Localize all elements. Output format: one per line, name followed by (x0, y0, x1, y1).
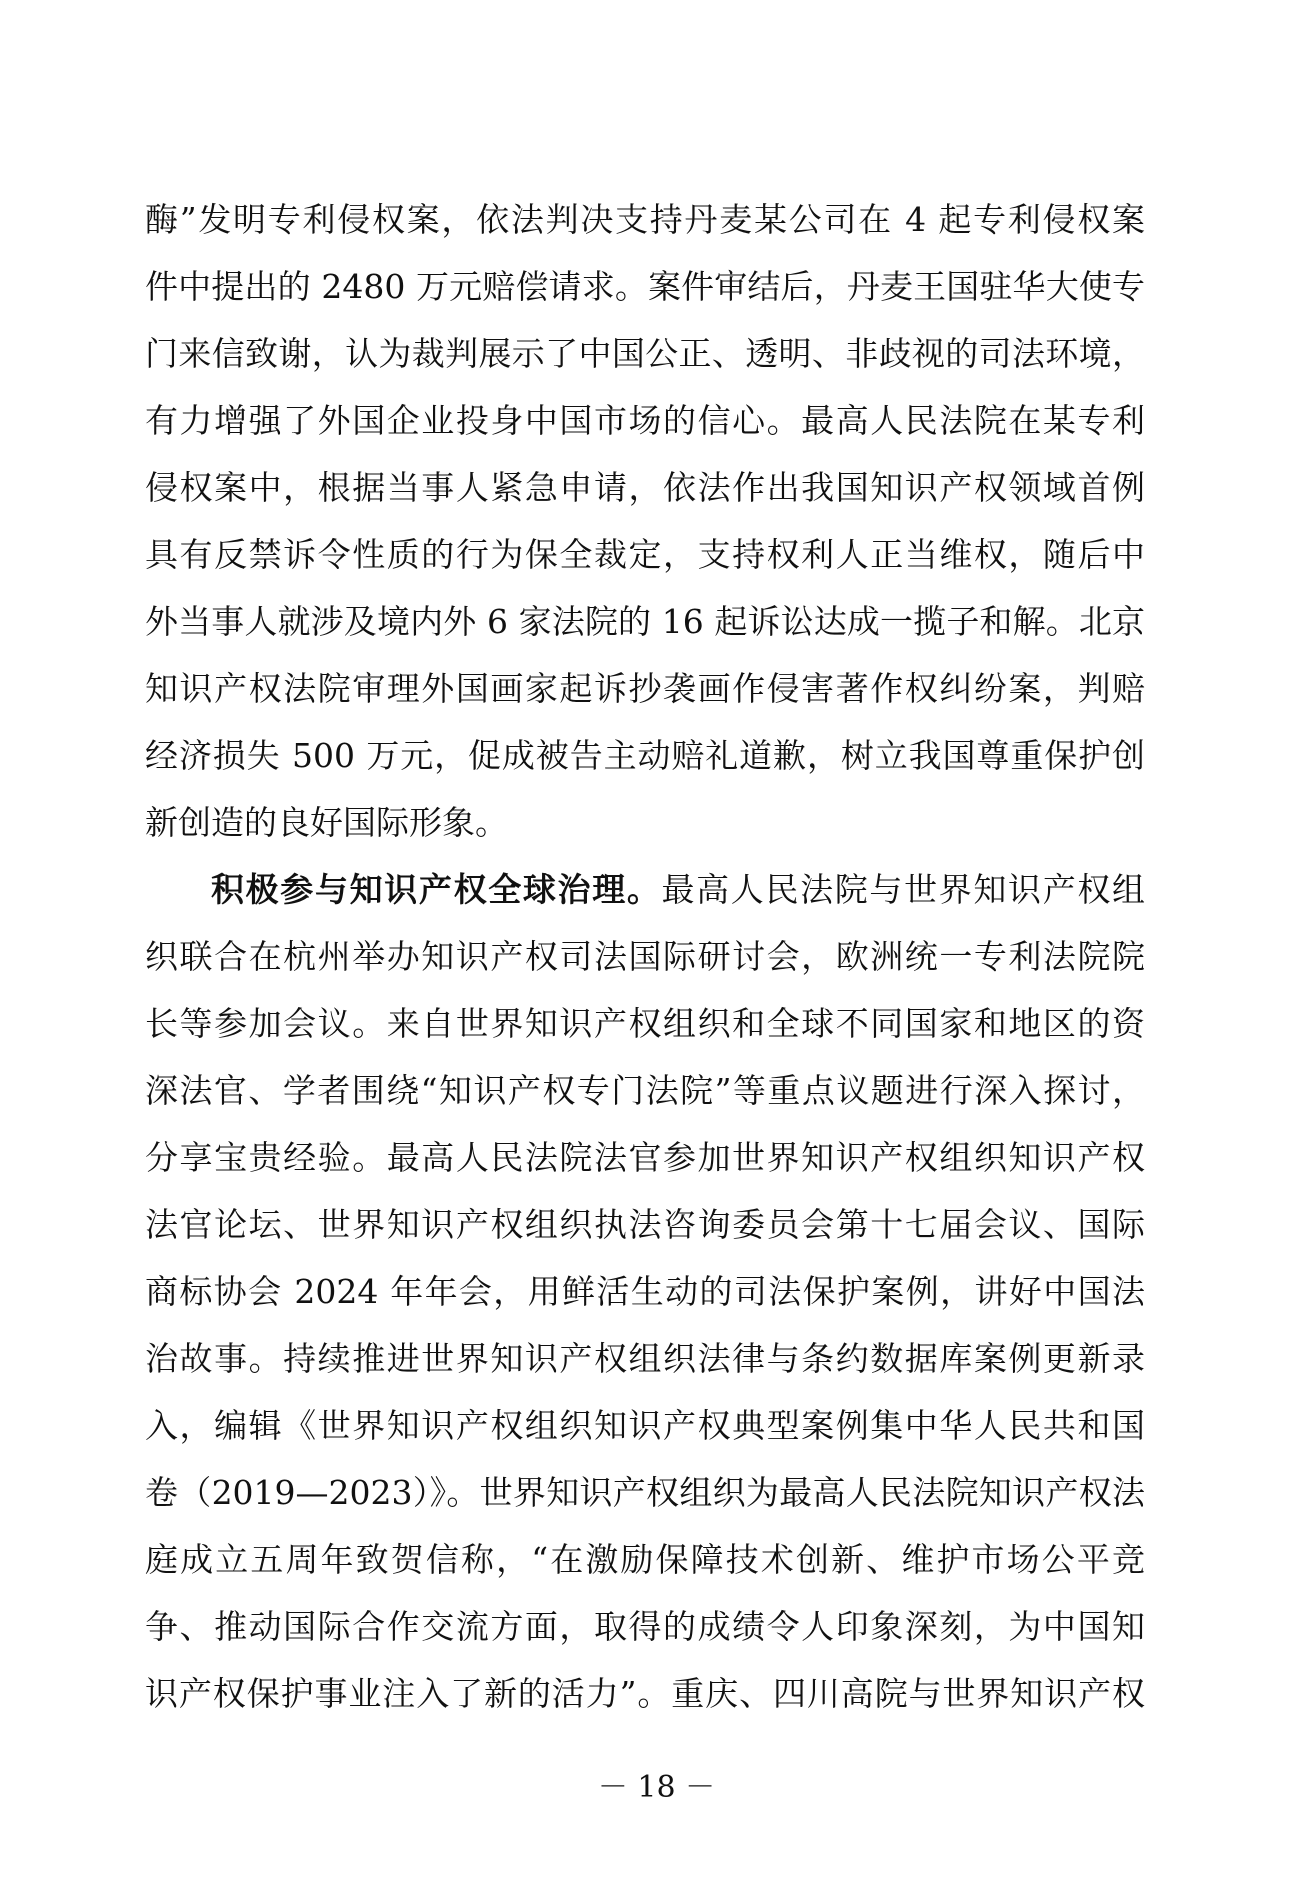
paragraph-first-line-text: 最高人民法院与世界知识产权组 (661, 870, 1146, 909)
text-line: 侵权案中，根据当事人紧急申请，依法作出我国知识产权领域首例 (145, 468, 1145, 507)
text-line: 具有反禁诉令性质的行为保全裁定，支持权利人正当维权，随后中 (145, 535, 1145, 574)
text-line: 治故事。持续推进世界知识产权组织法律与条约数据库案例更新录 (145, 1339, 1145, 1378)
body-text (145, 186, 1145, 1727)
text-line: 分享宝贵经验。最高人民法院法官参加世界知识产权组织知识产权 (145, 1138, 1145, 1177)
text-line: 件中提出的 2480 万元赔偿请求。案件审结后，丹麦王国驻华大使专 (145, 267, 1145, 306)
text-line: 入，编辑《世界知识产权组织知识产权典型案例集中华人民共和国 (145, 1406, 1145, 1445)
text-line: 商标协会 2024 年年会，用鲜活生动的司法保护案例，讲好中国法 (145, 1272, 1145, 1311)
page-number: － 18 － (597, 1770, 716, 1805)
text-line: 争、推动国际合作交流方面，取得的成绩令人印象深刻，为中国知 (145, 1607, 1145, 1646)
text-line: 外当事人就涉及境内外 6 家法院的 16 起诉讼达成一揽子和解。北京 (145, 602, 1145, 641)
text-line: 有力增强了外国企业投身中国市场的信心。最高人民法院在某专利 (145, 401, 1145, 440)
paragraph-first-line (145, 856, 1145, 923)
text-line: 长等参加会议。来自世界知识产权组织和全球不同国家和地区的资 (145, 1004, 1145, 1043)
text-line: 知识产权法院审理外国画家起诉抄袭画作侵害著作权纠纷案，判赔 (145, 669, 1145, 708)
text-line: 门来信致谢，认为裁判展示了中国公正、透明、非歧视的司法环境， (145, 334, 1145, 373)
text-line: 深法官、学者围绕“知识产权专门法院”等重点议题进行深入探讨， (145, 1071, 1145, 1110)
text-line: 酶”发明专利侵权案，依法判决支持丹麦某公司在 4 起专利侵权案 (145, 200, 1145, 239)
text-line: 卷（2019—2023）》。世界知识产权组织为最高人民法院知识产权法 (145, 1473, 1145, 1512)
text-line: 新创造的良好国际形象。 (145, 803, 508, 842)
text-line: 织联合在杭州举办知识产权司法国际研讨会，欧洲统一专利法院院 (145, 937, 1145, 976)
paragraph-heading: 积极参与知识产权全球治理。 (211, 870, 662, 909)
text-line: 识产权保护事业注入了新的活力”。重庆、四川高院与世界知识产权 (145, 1674, 1145, 1713)
text-line: 庭成立五周年致贺信称，“在激励保障技术创新、维护市场公平竞 (145, 1540, 1145, 1579)
text-line: 法官论坛、世界知识产权组织执法咨询委员会第十七届会议、国际 (145, 1205, 1145, 1244)
text-line: 经济损失 500 万元，促成被告主动赔礼道歉，树立我国尊重保护创 (145, 736, 1145, 775)
